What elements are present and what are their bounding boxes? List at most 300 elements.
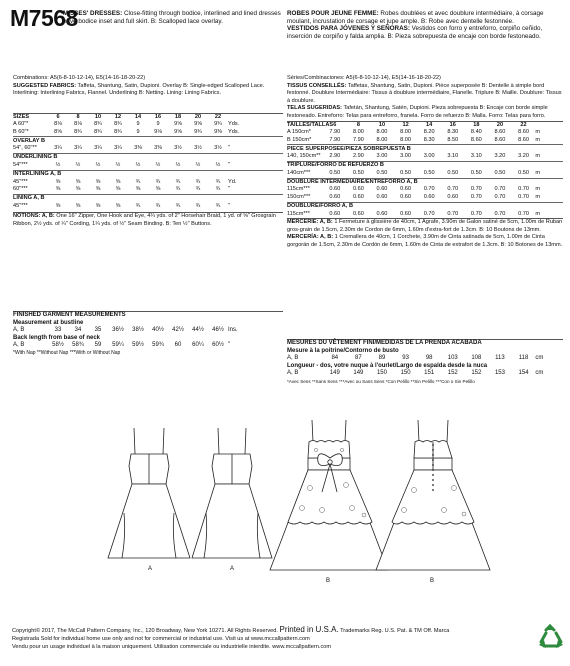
fgm-en-bust-title: Measurement at bustline [13,319,84,326]
yardage-value: 0.70 [494,186,506,193]
back-measurement-value: 151 [424,370,435,377]
row-unit: " [228,202,230,209]
fgm-en-back-label: A, B [13,342,25,349]
row-unit: m [535,210,541,217]
row-unit: " [228,145,230,152]
merceria-text: 1 Cremallera de 40cm, 1 Corchete, 3.90m de Cinta satinada de 5cm, 1.00m de Cinta gorgorán de 1.5cm, 2.30m de Cordón de 6mm, 1.60m de Cinta de extrafort de 1.3cm. B: 10 Botones de 13mm. [287,234,563,249]
yardage-row [287,194,563,202]
intro-es-text: Vestidos con forro y entreforro, corpiño ceñido, inserción de corpiño y falda amplia. B: Pieza sobrepuesta de encaje con borde festoneado. [287,25,543,41]
back-measurement-value: 58½ [52,342,64,349]
yardage-value: ¾ [175,186,181,193]
bust-measurement-value: 87 [355,355,362,362]
back-measurement-value: 154 [518,370,529,377]
back-measurement-value: 59½ [132,342,144,349]
dress-a-back-drawing [192,428,272,558]
fgm-en-back-unit: " [228,342,231,349]
yardage-value: 3.20 [518,153,529,160]
yardage-value: 8.60 [518,136,529,143]
yardage-value: 0.70 [494,210,506,217]
yardage-value: ½ [115,161,121,168]
yardage-row [287,137,563,145]
yardage-value: 7.90 [352,136,364,143]
yardage-value: 0.70 [518,186,529,193]
row-label: 150cm*** [287,194,311,201]
yardage-value: 8⅛ [74,121,82,128]
back-measurement-value: 150 [400,370,411,377]
yardage-value: ½ [135,161,141,168]
yardage-value: 0.70 [518,194,529,201]
row-unit: m [535,136,541,143]
dress-a-front-drawing [108,428,190,558]
bust-measurement-value: 46½ [212,327,224,334]
drawing-label-4: B [430,578,435,584]
yardage-value: ¾ [215,178,221,185]
fgm-fr-bust-label: A, B [287,355,299,362]
yardage-value: 0.60 [400,210,412,217]
footer-line-3: Vendu pour un usage individuel à la maison uniquement. Utilisation commerciale ou industrielle interdite. www.mccallpattern.com [12,644,332,650]
row-unit: m [535,153,541,160]
tailles-label: TAILLES/TALLAS [287,121,334,128]
size-heading: 8 [356,121,360,128]
yardage-fr-es [287,75,563,250]
yardage-value: 0.60 [423,194,435,201]
fabric-section-header: LINING A, B [13,194,283,203]
yardage-value: 0.60 [352,210,364,217]
technical-drawings [0,370,570,610]
yardage-value: ⅝ [55,202,61,209]
yardage-value: 0.50 [376,169,388,176]
row-label: 115cm*** [287,186,310,193]
back-measurement-value: 60¼ [192,342,204,349]
yardage-value: 3⅜ [134,145,142,152]
yardage-value: 2.90 [352,153,364,160]
fgm-fr-bust-row [287,355,563,363]
intro-es-title: VESTIDOS PARA JÓVENES Y SEÑORAS: [287,25,410,33]
yardage-value: ⅝ [75,186,81,193]
yardage-value: 9⅝ [194,121,202,128]
combinations-en: Combinations: A5(6-8-10-12-14), E5(14-16-18-20-22) [13,75,146,81]
bust-measurement-value: 118 [518,355,529,362]
back-measurement-value: 150 [376,370,387,377]
yardage-value: 9¾ [194,128,202,135]
back-measurement-value: 152 [447,370,458,377]
back-measurement-value: 60 [174,342,182,349]
copyright-text: Copyright© 2017, The McCall Pattern Company, Inc., 120 Broadway, New York 10271. All Rights Reserved. [12,628,278,634]
yardage-value: 8.30 [447,129,459,136]
notions-en [13,212,283,228]
yardage-value: ½ [55,161,61,168]
yardage-value: 0.60 [376,210,388,217]
yardage-table-fr-es [287,129,563,218]
yardage-value: ½ [75,161,81,168]
fgm-en-title: FINISHED GARMENT MEASUREMENTS [13,311,283,320]
yardage-value: 3¼ [54,145,62,152]
yardage-row [287,129,563,137]
yardage-value: 0.60 [329,194,341,201]
size-heading: 18 [473,121,480,128]
yardage-row [287,170,563,178]
yardage-value: 3¼ [94,145,102,152]
row-label: 60"*** [13,186,28,193]
yardage-value: 8.60 [470,136,482,143]
fgm-fr-back-label: A, B [287,370,299,377]
row-unit: Yds. [228,128,240,135]
yardage-value: 8.00 [400,136,412,143]
bust-measurement-value: 44½ [192,327,204,334]
yardage-value: 0.50 [518,169,529,176]
fabrics-es-text: Tafetán, Shantung, Satén, Dupioni. Pieza sobrepuesta B: Encaje con borde simple festoneado. Entreforro: Telas para entreforro, franela. Forro de refuerzo B: Malla. Forro: Telas para forro. [287,105,548,119]
yardage-value: 3.10 [447,153,459,160]
yardage-value: ⅝ [75,202,81,209]
bust-measurement-value: 113 [495,355,505,362]
yardage-row [13,121,283,129]
yardage-value: 3½ [214,145,222,152]
fgm-en-bust-label: A, B [13,327,25,334]
yardage-value: 0.70 [494,194,506,201]
bust-measurement-value: 33 [54,327,62,334]
yardage-value: 8.30 [423,136,435,143]
yardage-value: 9⅜ [214,128,222,135]
yardage-row [13,145,283,153]
sizes-header-en [13,113,283,122]
yardage-value: ⅝ [55,186,61,193]
yardage-value: ⅝ [55,178,61,185]
yardage-value: 8¾ [94,128,102,135]
bust-measurement-value: 42½ [172,327,184,334]
fabric-section-header: DOUBLURE INTERMÉDIAIRE/ENTREFORRO A, B [287,178,563,187]
row-label: 45"*** [13,178,28,185]
size-heading: 12 [402,121,409,128]
intro-en-title: MISSES' DRESSES: [63,10,123,17]
yardage-row [13,162,283,170]
fabric-section-header: OVERLAY B [13,136,283,145]
nap-note-en: *With Nap **Without Nap ***With or Without Nap [13,349,121,356]
yardage-value: 0.70 [423,210,435,217]
row-label: B 150cm* [287,136,312,143]
yardage-value: ¾ [195,178,201,185]
bust-measurement-value: 35 [94,327,102,334]
row-label: 115cm*** [287,210,310,217]
intro-fr-title: ROBES POUR JEUNE FEMME: [287,10,379,17]
merceria-title: MERCERÍA: A, B: [287,234,334,241]
sizes-label: SIZES [13,113,30,120]
bust-measurement-value: 98 [425,355,433,362]
yardage-value: 0.60 [352,194,364,201]
fgm-fr-back-unit: cm [535,370,544,377]
footer-line-2: Registrada Sold for individual home use only and not for commercial or industrial use. Visit us at www.mccallpattern.com [12,636,310,642]
bust-measurement-value: 36½ [112,327,124,334]
yardage-value: 8¾ [74,128,82,135]
row-label: 54"*** [13,161,28,168]
yardage-value: ¾ [215,186,221,193]
yardage-row [287,153,563,161]
printed-in-usa: Printed in U.S.A. [279,625,339,634]
yardage-value: 3.20 [494,153,506,160]
fgm-en-back-title: Back length from base of neck [13,334,101,341]
recycle-icon [536,624,566,652]
nap-note-fr-es: *Avec Sens **Sans Sens ***Avec ou Sans Sens *Con Pelillo **Sin Pelillo ***Con o Sin Pelillo [287,378,475,384]
dress-b-back-drawing [376,420,490,570]
yardage-value: ¾ [175,178,181,185]
yardage-row [287,186,563,194]
intro-english [63,10,281,25]
intro-fr-text: Robes doublées et avec doublure intermédiaire, à corsage moulant, incrustation de corsage et jupe ample. B: Robe avec dentelle festonnée. [287,10,544,25]
yardage-value: 0.70 [470,186,482,193]
size-heading: 14 [426,121,433,128]
pattern-number: M7568 [10,5,78,31]
drawing-label-1: A [148,566,153,572]
yardage-value: 0.50 [329,169,341,176]
yardage-value: 9⅛ [154,128,162,135]
yardage-value: 8¾ [94,121,102,128]
fgm-fr-back-title: Longueur - dos, votre nuque à l'ourlet/Largo de espalda desde la nuca [287,362,488,369]
fabric-section-header: PIECE SUPERPOSEE/PIEZA SOBREPUESTA B [287,144,563,153]
size-heading: 16 [154,113,162,120]
fgm-fr-title: MESURES DU VÊTEMENT FINI/MEDIDAS DE LA PRENDA ACABADA [287,339,563,348]
yardage-value: ¾ [175,202,181,209]
row-unit: m [535,129,541,136]
yardage-value: 3½ [174,145,182,152]
yardage-value: 0.50 [447,169,459,176]
size-heading: 10 [94,113,102,120]
row-label: A 150cm* [287,129,311,136]
yardage-row [13,179,283,187]
row-unit: " [228,186,230,193]
size-heading: 20 [194,113,202,120]
size-heading: 10 [378,121,386,128]
yardage-value: 7.90 [329,129,341,136]
yardage-value: ¾ [155,202,161,209]
back-measurement-value: 149 [329,370,340,377]
yardage-value: 0.70 [447,186,459,193]
yardage-value: 0.60 [352,186,364,193]
row-label: 140, 150cm** [287,153,321,160]
fabrics-en-text: Taffeta, Shantung, Satin, Dupioni. Overlay B: Single-edged Scalloped Lace. Interlining: Interlining Fabrics, Flannel. Underlining B: Netting. Lining: Lining Fabrics. [13,82,265,97]
row-unit: m [535,186,541,193]
yardage-value: 9 [136,128,140,135]
row-unit: Yd. [228,178,237,185]
yardage-value: 0.70 [518,210,529,217]
row-label: 140cm*** [287,169,311,176]
yardage-value: 3.00 [423,153,435,160]
yardage-value: ⅝ [155,186,161,193]
notions-en-title: NOTIONS: A, B: [13,213,55,220]
yardage-row [287,211,563,219]
intro-fr-es [287,10,563,41]
fgm-fr-bust-unit: cm [535,355,544,362]
bust-measurement-value: 84 [331,355,339,362]
yardage-value: 0.50 [470,169,482,176]
yardage-value: 8.00 [352,129,364,136]
fabric-section-header: DOUBLURE/FORRO A, B [287,202,563,211]
size-heading: 22 [520,121,527,128]
yardage-value: 8.00 [400,129,412,136]
yardage-value: 8.40 [470,129,482,136]
fabrics-fr-text: Taffetas, Shantung, Satin, Dupioni. Pièce superposée B: Dentelle à simple bord festonné. Doublure Intermédiaire: Tissus à doublure intermédiaire, Flanelle. Triplure B: Maille. Doublure: Tissus à doublure. [287,82,562,104]
yardage-value: 8.60 [494,129,506,136]
row-unit: Yds. [228,121,240,128]
yardage-value: 0.60 [329,210,341,217]
back-measurement-value: 58¾ [72,342,84,349]
fabrics-fr [287,83,563,106]
mercerie-text: 1 Fermeture à glissière de 40cm, 1 Agrafe, 3.90m de Galon satiné de 5cm, 1.00m de Ruban gros-grain de 1.5cm, 2.30m de Cordon de 6mm, 1.60m d'extra-fort de 1.3cm. B: 10 Boutons de 13mm. [287,219,563,233]
fgm-fr-bust-title: Mesure à la poitrine/Contorno de busto [287,347,399,354]
yardage-value: 9⅝ [174,128,182,135]
yardage-value: 3⅜ [154,145,162,152]
back-measurement-value: 59 [94,342,102,349]
bust-measurement-value: 93 [402,355,409,362]
yardage-row [13,129,283,137]
back-measurement-value: 59¾ [152,342,164,349]
size-heading: 6 [333,121,337,128]
yardage-value: 3.10 [470,153,482,160]
yardage-value: 3¼ [74,145,82,152]
bust-measurement-value: 40½ [152,327,164,334]
yardage-value: 8.20 [423,129,435,136]
row-label: B 60"* [13,128,29,135]
size-heading: 6 [56,113,60,120]
yardage-value: ⅝ [115,202,121,209]
yardage-value: 0.50 [494,169,506,176]
yardage-value: 0.60 [376,186,388,193]
yardage-value: 7.90 [329,136,341,143]
yardage-value: 9¾ [214,121,222,128]
back-measurement-value: 149 [353,370,364,377]
fabric-section-header: TRIPLURE/FORRO DE REFUERZO B [287,161,563,170]
yardage-value: 0.60 [400,186,412,193]
yardage-value: 8.60 [518,129,529,136]
yardage-value: 8.50 [447,136,459,143]
yardage-value: 0.60 [447,194,459,201]
yardage-value: ⅝ [95,202,101,209]
yardage-value: 8¾ [114,121,122,128]
yardage-value: 0.70 [423,186,435,193]
merceria-es [287,234,563,249]
row-unit: m [535,194,541,201]
row-label: 45"*** [13,202,28,209]
back-measurement-value: 153 [494,370,505,377]
trademarks-text: Trademarks Reg. U.S. Pat. & TM Off. Marca [340,628,450,634]
yardage-value: 0.60 [400,194,412,201]
yardage-value: 0.70 [470,210,482,217]
fabric-section-header: INTERLINING A, B [13,170,283,179]
yardage-value: 3.00 [400,153,412,160]
finished-measurements-en [13,311,283,358]
yardage-value: ⅝ [115,178,121,185]
yardage-value: ⅝ [75,178,81,185]
yardage-value: ½ [215,161,221,168]
sizes-header-fr-es [287,121,563,130]
yardage-value: ⅝ [95,186,101,193]
yardage-value: ½ [155,161,161,168]
yardage-value: ¾ [135,202,141,209]
yardage-value: 0.60 [329,186,341,193]
mercerie-title: MERCERIE: A, B: [287,219,333,226]
bust-measurement-value: 108 [471,355,482,362]
row-label: A 60"* [13,121,29,128]
drawing-label-3: B [326,578,331,584]
row-unit: m [535,169,541,176]
yardage-value: 0.50 [352,169,364,176]
yardage-value: ½ [175,161,181,168]
footer [12,626,532,651]
intro-en-text: Close-fitting through bodice, interlined and lined dresses have bodice inset and full skirt. B: Scalloped lace overlay. [63,10,281,25]
fabrics-fr-title: TISSUS CONSEILLÉS: [287,82,347,89]
yardage-value: 3.00 [376,153,388,160]
back-measurement-value: 60½ [212,342,224,349]
fabrics-en-title: SUGGESTED FABRICS: [13,82,77,89]
yardage-value: 8¾ [114,128,122,135]
combinations-fr-es: Séries/Combinaciones: A5(6-8-10-12-14), E5(14-16-18-20-22) [287,75,441,81]
yardage-value: ½ [195,161,201,168]
notions-en-text: One 16" Zipper, One Hook and Eye, 4¼ yds. of 2" Horsehair Braid, 1 yd. of ⅝" Grosgrain Ribbon, 2½ yds. of ¼" Cording, 1¼ yds. of ½" Seam Binding. B: Ten ½" Buttons. [13,213,276,227]
fabrics-es [287,105,563,120]
yardage-value: ⅝ [135,186,141,193]
size-heading: 22 [214,113,222,120]
bust-measurement-value: 34 [74,327,82,334]
yardage-value: 8⅝ [54,128,62,135]
size-heading: 12 [114,113,122,120]
yardage-value: 8.60 [494,136,506,143]
yardage-value: 9⅝ [174,121,182,128]
back-measurement-value: 152 [471,370,482,377]
yardage-value: 2.90 [329,153,341,160]
yardage-value: 8.00 [376,136,388,143]
yardage-value: 3½ [194,145,202,152]
yardage-value: 9 [156,121,160,128]
yardage-value: ⅝ [115,186,121,193]
yardage-value: 0.50 [400,169,412,176]
fabrics-en [13,83,283,113]
fgm-en-bust-row [13,327,283,335]
bust-measurement-value: 103 [447,355,458,362]
yardage-value: ¾ [195,186,201,193]
yardage-value: ½ [95,161,101,168]
yardage-row [13,186,283,194]
yardage-value: 3¼ [114,145,122,152]
dress-b-front-drawing [270,420,388,570]
bust-measurement-value: 89 [378,355,386,362]
size-heading: 8 [76,113,80,120]
yardage-value: 9 [136,121,140,128]
yardage-value: 0.70 [447,210,459,217]
bust-measurement-value: 38½ [132,327,144,334]
yardage-value: ⅝ [95,178,101,185]
yardage-value: 8⅛ [54,121,62,128]
yardage-value: 0.60 [376,194,388,201]
fabric-section-header: UNDERLINING B [13,153,283,162]
row-label: 54", 60"** [13,145,37,152]
yardage-table-en [13,121,283,210]
yardage-value: ¾ [135,178,141,185]
row-unit: " [228,161,230,168]
back-measurement-value: 59¼ [112,342,124,349]
mercerie-fr [287,218,563,234]
size-heading: 18 [174,113,182,120]
size-heading: 16 [449,121,456,128]
fgm-en-back-row [13,342,283,350]
fgm-en-bust-unit: Ins. [228,327,238,334]
yardage-value: ¾ [155,178,161,185]
yardage-value: 0.50 [423,169,435,176]
yardage-english [13,75,283,228]
fabrics-es-title: TELAS SUGERIDAS: [287,105,343,112]
yardage-value: 8.00 [376,129,388,136]
yardage-value: ¾ [215,202,221,209]
size-heading: 14 [134,113,142,120]
drawing-label-2: A [230,566,235,572]
yardage-value: 0.70 [470,194,482,201]
